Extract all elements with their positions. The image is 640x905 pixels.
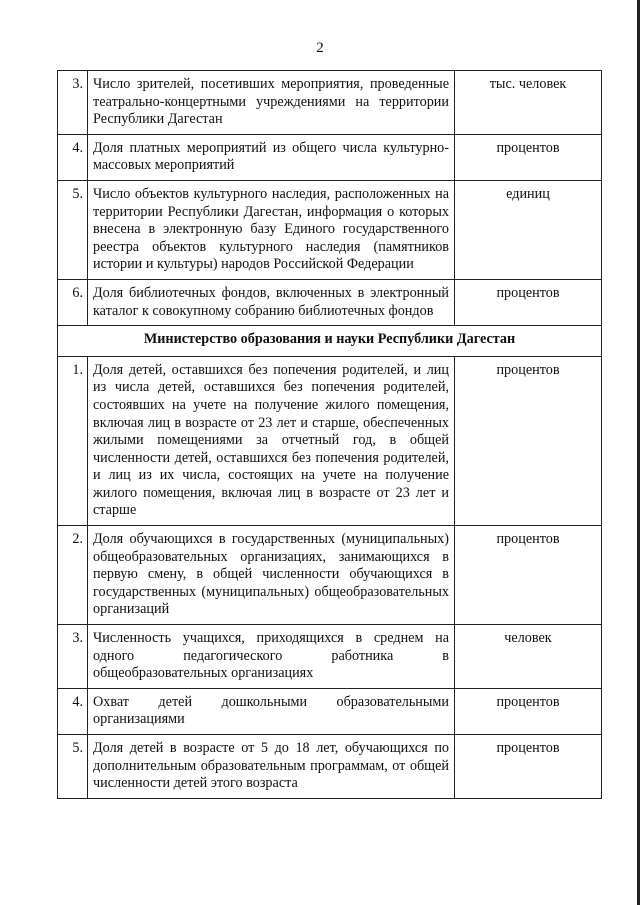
unit-of-measure: процентов (455, 134, 602, 180)
row-number: 5. (58, 735, 88, 799)
table-row (58, 279, 602, 325)
table-row (58, 180, 602, 279)
row-number: 3. (58, 625, 88, 689)
row-number: 2. (58, 526, 88, 625)
row-number: 1. (58, 356, 88, 525)
indicator-name: Число зрителей, посетивших мероприятия, проведенные театрально-концертными учреждениями на территории Республики Дагестан (88, 71, 455, 135)
page-number: 2 (316, 40, 324, 56)
indicator-name: Доля детей, оставшихся без попечения родителей, и лиц из числа детей, оставшихся без попечения родителей, состоявших на учете на получение жилого помещения, включая лиц в возрасте от 23 лет и старше, обеспеченных жилыми помещениями за отчетный год, в общей численности детей, оставшихся без попечения родителей, и лиц из их числа, состоящих на учете на получение жилого помещения, включая лиц в возрасте от 23 лет и старше (88, 356, 455, 525)
table-row (58, 71, 602, 135)
unit-of-measure: тыс. человек (455, 71, 602, 135)
indicator-name: Доля детей в возрасте от 5 до 18 лет, обучающихся по дополнительным образовательным программам, от общей численности детей этого возраста (88, 735, 455, 799)
table-row (58, 735, 602, 799)
table-row (58, 356, 602, 525)
row-number: 4. (58, 688, 88, 734)
indicator-name: Число объектов культурного наследия, расположенных на территории Республики Дагестан, информация о которых внесена в электронную базу Единого государственного реестра объектов культурного наследия (памятников истории и культуры) народов Российской Федерации (88, 180, 455, 279)
table-row (58, 688, 602, 734)
table-row (58, 625, 602, 689)
section-title: Министерство образования и науки Республики Дагестан (58, 326, 602, 357)
unit-of-measure: процентов (455, 356, 602, 525)
unit-of-measure: процентов (455, 735, 602, 799)
unit-of-measure: процентов (455, 688, 602, 734)
table-row (58, 526, 602, 625)
row-number: 3. (58, 71, 88, 135)
row-number: 6. (58, 279, 88, 325)
unit-of-measure: человек (455, 625, 602, 689)
unit-of-measure: единиц (455, 180, 602, 279)
unit-of-measure: процентов (455, 279, 602, 325)
indicator-name: Доля платных мероприятий из общего числа культурно-массовых мероприятий (88, 134, 455, 180)
indicators-table (57, 70, 602, 799)
row-number: 4. (58, 134, 88, 180)
indicator-name: Охват детей дошкольными образовательными организациями (88, 688, 455, 734)
table-row (58, 134, 602, 180)
row-number: 5. (58, 180, 88, 279)
indicator-name: Доля библиотечных фондов, включенных в электронный каталог к совокупному собранию библиотечных фондов (88, 279, 455, 325)
section-row (58, 326, 602, 357)
unit-of-measure: процентов (455, 526, 602, 625)
indicator-name: Доля обучающихся в государственных (муниципальных) общеобразовательных организациях, занимающихся в первую смену, в общей численности обучающихся в государственных (муниципальных) общеобразовательных организаций (88, 526, 455, 625)
indicator-name: Численность учащихся, приходящихся в среднем на одного педагогического работника в общеобразовательных организациях (88, 625, 455, 689)
